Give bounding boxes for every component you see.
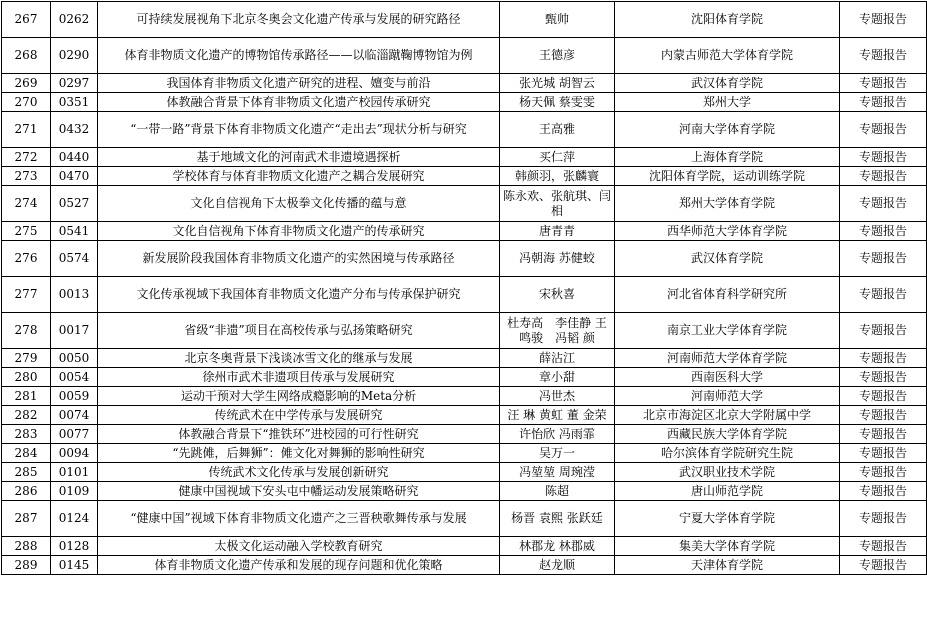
paper-title-cell: “先跳傩，后舞狮”：傩文化对舞狮的影响性研究 [98,444,500,463]
paper-title-cell: 可持续发展视角下北京冬奥会文化遗产传承与发展的研究路径 [98,2,500,38]
organization-cell: 河南师范大学 [615,387,840,406]
author-cell: 张光城 胡智云 [500,74,615,93]
table-row [2,556,927,575]
author-cell: 冯世杰 [500,387,615,406]
table-row [2,482,927,501]
author-cell: 薛沾江 [500,349,615,368]
presentation-type-cell: 专题报告 [840,406,927,425]
paper-code-cell: 0527 [51,186,98,222]
organization-cell: 河北省体育科学研究所 [615,277,840,313]
table-row [2,186,927,222]
presentation-type-cell: 专题报告 [840,186,927,222]
organization-cell: 内蒙古师范大学体育学院 [615,38,840,74]
paper-title-cell: 太极文化运动融入学校教育研究 [98,537,500,556]
organization-cell: 北京市海淀区北京大学附属中学 [615,406,840,425]
paper-title-cell: “健康中国”视域下体育非物质文化遗产之三晋秧歌舞传承与发展 [98,501,500,537]
table-row [2,277,927,313]
presentation-type-cell: 专题报告 [840,501,927,537]
table-row [2,387,927,406]
organization-cell: 哈尔滨体育学院研究生院 [615,444,840,463]
author-cell: 杨晋 袁熙 张跃廷 [500,501,615,537]
paper-title-cell: 文化自信视角下体育非物质文化遗产的传承研究 [98,222,500,241]
table-row [2,368,927,387]
paper-code-cell: 0470 [51,167,98,186]
organization-cell: 西南医科大学 [615,368,840,387]
table-row [2,222,927,241]
program-table-body [2,2,927,575]
table-row [2,406,927,425]
presentation-type-cell: 专题报告 [840,93,927,112]
author-cell: 陈永欢、张航琪、闫相 [500,186,615,222]
table-row [2,38,927,74]
author-cell: 许怡欣 冯雨霏 [500,425,615,444]
organization-cell: 沈阳体育学院，运动训练学院 [615,167,840,186]
author-cell: 杨天佩 蔡雯雯 [500,93,615,112]
author-cell: 买仁萍 [500,148,615,167]
organization-cell: 唐山师范学院 [615,482,840,501]
author-cell: 吴万一 [500,444,615,463]
presentation-type-cell: 专题报告 [840,277,927,313]
paper-title-cell: 我国体育非物质文化遗产研究的进程、嬗变与前沿 [98,74,500,93]
presentation-type-cell: 专题报告 [840,222,927,241]
paper-code-cell: 0124 [51,501,98,537]
author-cell: 汪 琳 黄虹 董 金荣 [500,406,615,425]
author-cell: 赵龙顺 [500,556,615,575]
row-number-cell: 284 [2,444,51,463]
paper-title-cell: 体教融合背景下体育非物质文化遗产校园传承研究 [98,93,500,112]
paper-title-cell: “一带一路”背景下体育非物质文化遗产“走出去”现状分析与研究 [98,112,500,148]
paper-title-cell: 文化自信视角下太极拳文化传播的蕴与意 [98,186,500,222]
row-number-cell: 279 [2,349,51,368]
author-cell: 章小甜 [500,368,615,387]
paper-title-cell: 运动干预对大学生网络成瘾影响的Meta分析 [98,387,500,406]
row-number-cell: 289 [2,556,51,575]
paper-code-cell: 0013 [51,277,98,313]
table-row [2,444,927,463]
paper-title-cell: 体育非物质文化遗产的博物馆传承路径——以临淄蹴鞠博物馆为例 [98,38,500,74]
table-row [2,501,927,537]
presentation-type-cell: 专题报告 [840,349,927,368]
presentation-type-cell: 专题报告 [840,425,927,444]
organization-cell: 西华师范大学体育学院 [615,222,840,241]
paper-title-cell: 学校体育与体育非物质文化遗产之耦合发展研究 [98,167,500,186]
paper-title-cell: 传统武术文化传承与发展创新研究 [98,463,500,482]
paper-code-cell: 0109 [51,482,98,501]
table-row [2,112,927,148]
paper-title-cell: 北京冬奥背景下浅谈冰雪文化的继承与发展 [98,349,500,368]
presentation-type-cell: 专题报告 [840,368,927,387]
row-number-cell: 281 [2,387,51,406]
presentation-type-cell: 专题报告 [840,38,927,74]
presentation-type-cell: 专题报告 [840,537,927,556]
organization-cell: 郑州大学 [615,93,840,112]
table-row [2,313,927,349]
paper-title-cell: 省级“非遗”项目在高校传承与弘扬策略研究 [98,313,500,349]
organization-cell: 河南师范大学体育学院 [615,349,840,368]
row-number-cell: 283 [2,425,51,444]
row-number-cell: 276 [2,241,51,277]
table-row [2,349,927,368]
author-cell: 冯堃堃 周琬滢 [500,463,615,482]
presentation-type-cell: 专题报告 [840,241,927,277]
organization-cell: 武汉体育学院 [615,241,840,277]
paper-code-cell: 0574 [51,241,98,277]
organization-cell: 宁夏大学体育学院 [615,501,840,537]
table-row [2,74,927,93]
table-row [2,2,927,38]
row-number-cell: 272 [2,148,51,167]
paper-code-cell: 0432 [51,112,98,148]
table-row [2,93,927,112]
organization-cell: 南京工业大学体育学院 [615,313,840,349]
presentation-type-cell: 专题报告 [840,74,927,93]
table-row [2,463,927,482]
paper-code-cell: 0351 [51,93,98,112]
organization-cell: 天津体育学院 [615,556,840,575]
author-cell: 陈超 [500,482,615,501]
author-cell: 杜寿高 李佳静 王鸣骏 冯韬 颜 [500,313,615,349]
paper-code-cell: 0017 [51,313,98,349]
row-number-cell: 278 [2,313,51,349]
table-row [2,241,927,277]
table-row [2,425,927,444]
row-number-cell: 277 [2,277,51,313]
row-number-cell: 285 [2,463,51,482]
paper-code-cell: 0050 [51,349,98,368]
row-number-cell: 288 [2,537,51,556]
paper-title-cell: 健康中国视域下安头屯中幡运动发展策略研究 [98,482,500,501]
paper-code-cell: 0297 [51,74,98,93]
organization-cell: 武汉职业技术学院 [615,463,840,482]
paper-code-cell: 0059 [51,387,98,406]
row-number-cell: 282 [2,406,51,425]
program-table [1,1,927,575]
paper-code-cell: 0290 [51,38,98,74]
presentation-type-cell: 专题报告 [840,463,927,482]
table-row [2,148,927,167]
presentation-type-cell: 专题报告 [840,556,927,575]
row-number-cell: 280 [2,368,51,387]
row-number-cell: 268 [2,38,51,74]
presentation-type-cell: 专题报告 [840,482,927,501]
row-number-cell: 287 [2,501,51,537]
paper-title-cell: 新发展阶段我国体育非物质文化遗产的实然困境与传承路径 [98,241,500,277]
paper-title-cell: 基于地域文化的河南武术非遗境遇探析 [98,148,500,167]
presentation-type-cell: 专题报告 [840,112,927,148]
organization-cell: 沈阳体育学院 [615,2,840,38]
row-number-cell: 286 [2,482,51,501]
paper-code-cell: 0074 [51,406,98,425]
paper-code-cell: 0054 [51,368,98,387]
author-cell: 王德彦 [500,38,615,74]
row-number-cell: 269 [2,74,51,93]
author-cell: 冯朝海 苏健蛟 [500,241,615,277]
presentation-type-cell: 专题报告 [840,444,927,463]
row-number-cell: 274 [2,186,51,222]
author-cell: 宋秋喜 [500,277,615,313]
paper-code-cell: 0262 [51,2,98,38]
author-cell: 林郡龙 林郡威 [500,537,615,556]
paper-code-cell: 0440 [51,148,98,167]
presentation-type-cell: 专题报告 [840,387,927,406]
organization-cell: 武汉体育学院 [615,74,840,93]
row-number-cell: 275 [2,222,51,241]
paper-code-cell: 0128 [51,537,98,556]
paper-title-cell: 体育非物质文化遗产传承和发展的现存问题和优化策略 [98,556,500,575]
presentation-type-cell: 专题报告 [840,167,927,186]
presentation-type-cell: 专题报告 [840,2,927,38]
author-cell: 王高雅 [500,112,615,148]
presentation-type-cell: 专题报告 [840,148,927,167]
organization-cell: 上海体育学院 [615,148,840,167]
paper-title-cell: 徐州市武术非遗项目传承与发展研究 [98,368,500,387]
organization-cell: 郑州大学体育学院 [615,186,840,222]
paper-code-cell: 0541 [51,222,98,241]
author-cell: 甄帅 [500,2,615,38]
paper-code-cell: 0077 [51,425,98,444]
paper-title-cell: 体教融合背景下“推铁环”进校园的可行性研究 [98,425,500,444]
author-cell: 唐青青 [500,222,615,241]
row-number-cell: 270 [2,93,51,112]
organization-cell: 西藏民族大学体育学院 [615,425,840,444]
organization-cell: 集美大学体育学院 [615,537,840,556]
author-cell: 韩颜羽，张麟寰 [500,167,615,186]
paper-code-cell: 0094 [51,444,98,463]
paper-code-cell: 0145 [51,556,98,575]
row-number-cell: 267 [2,2,51,38]
row-number-cell: 271 [2,112,51,148]
paper-title-cell: 传统武术在中学传承与发展研究 [98,406,500,425]
paper-code-cell: 0101 [51,463,98,482]
presentation-type-cell: 专题报告 [840,313,927,349]
paper-title-cell: 文化传承视域下我国体育非物质文化遗产分布与传承保护研究 [98,277,500,313]
table-row [2,537,927,556]
row-number-cell: 273 [2,167,51,186]
table-row [2,167,927,186]
organization-cell: 河南大学体育学院 [615,112,840,148]
